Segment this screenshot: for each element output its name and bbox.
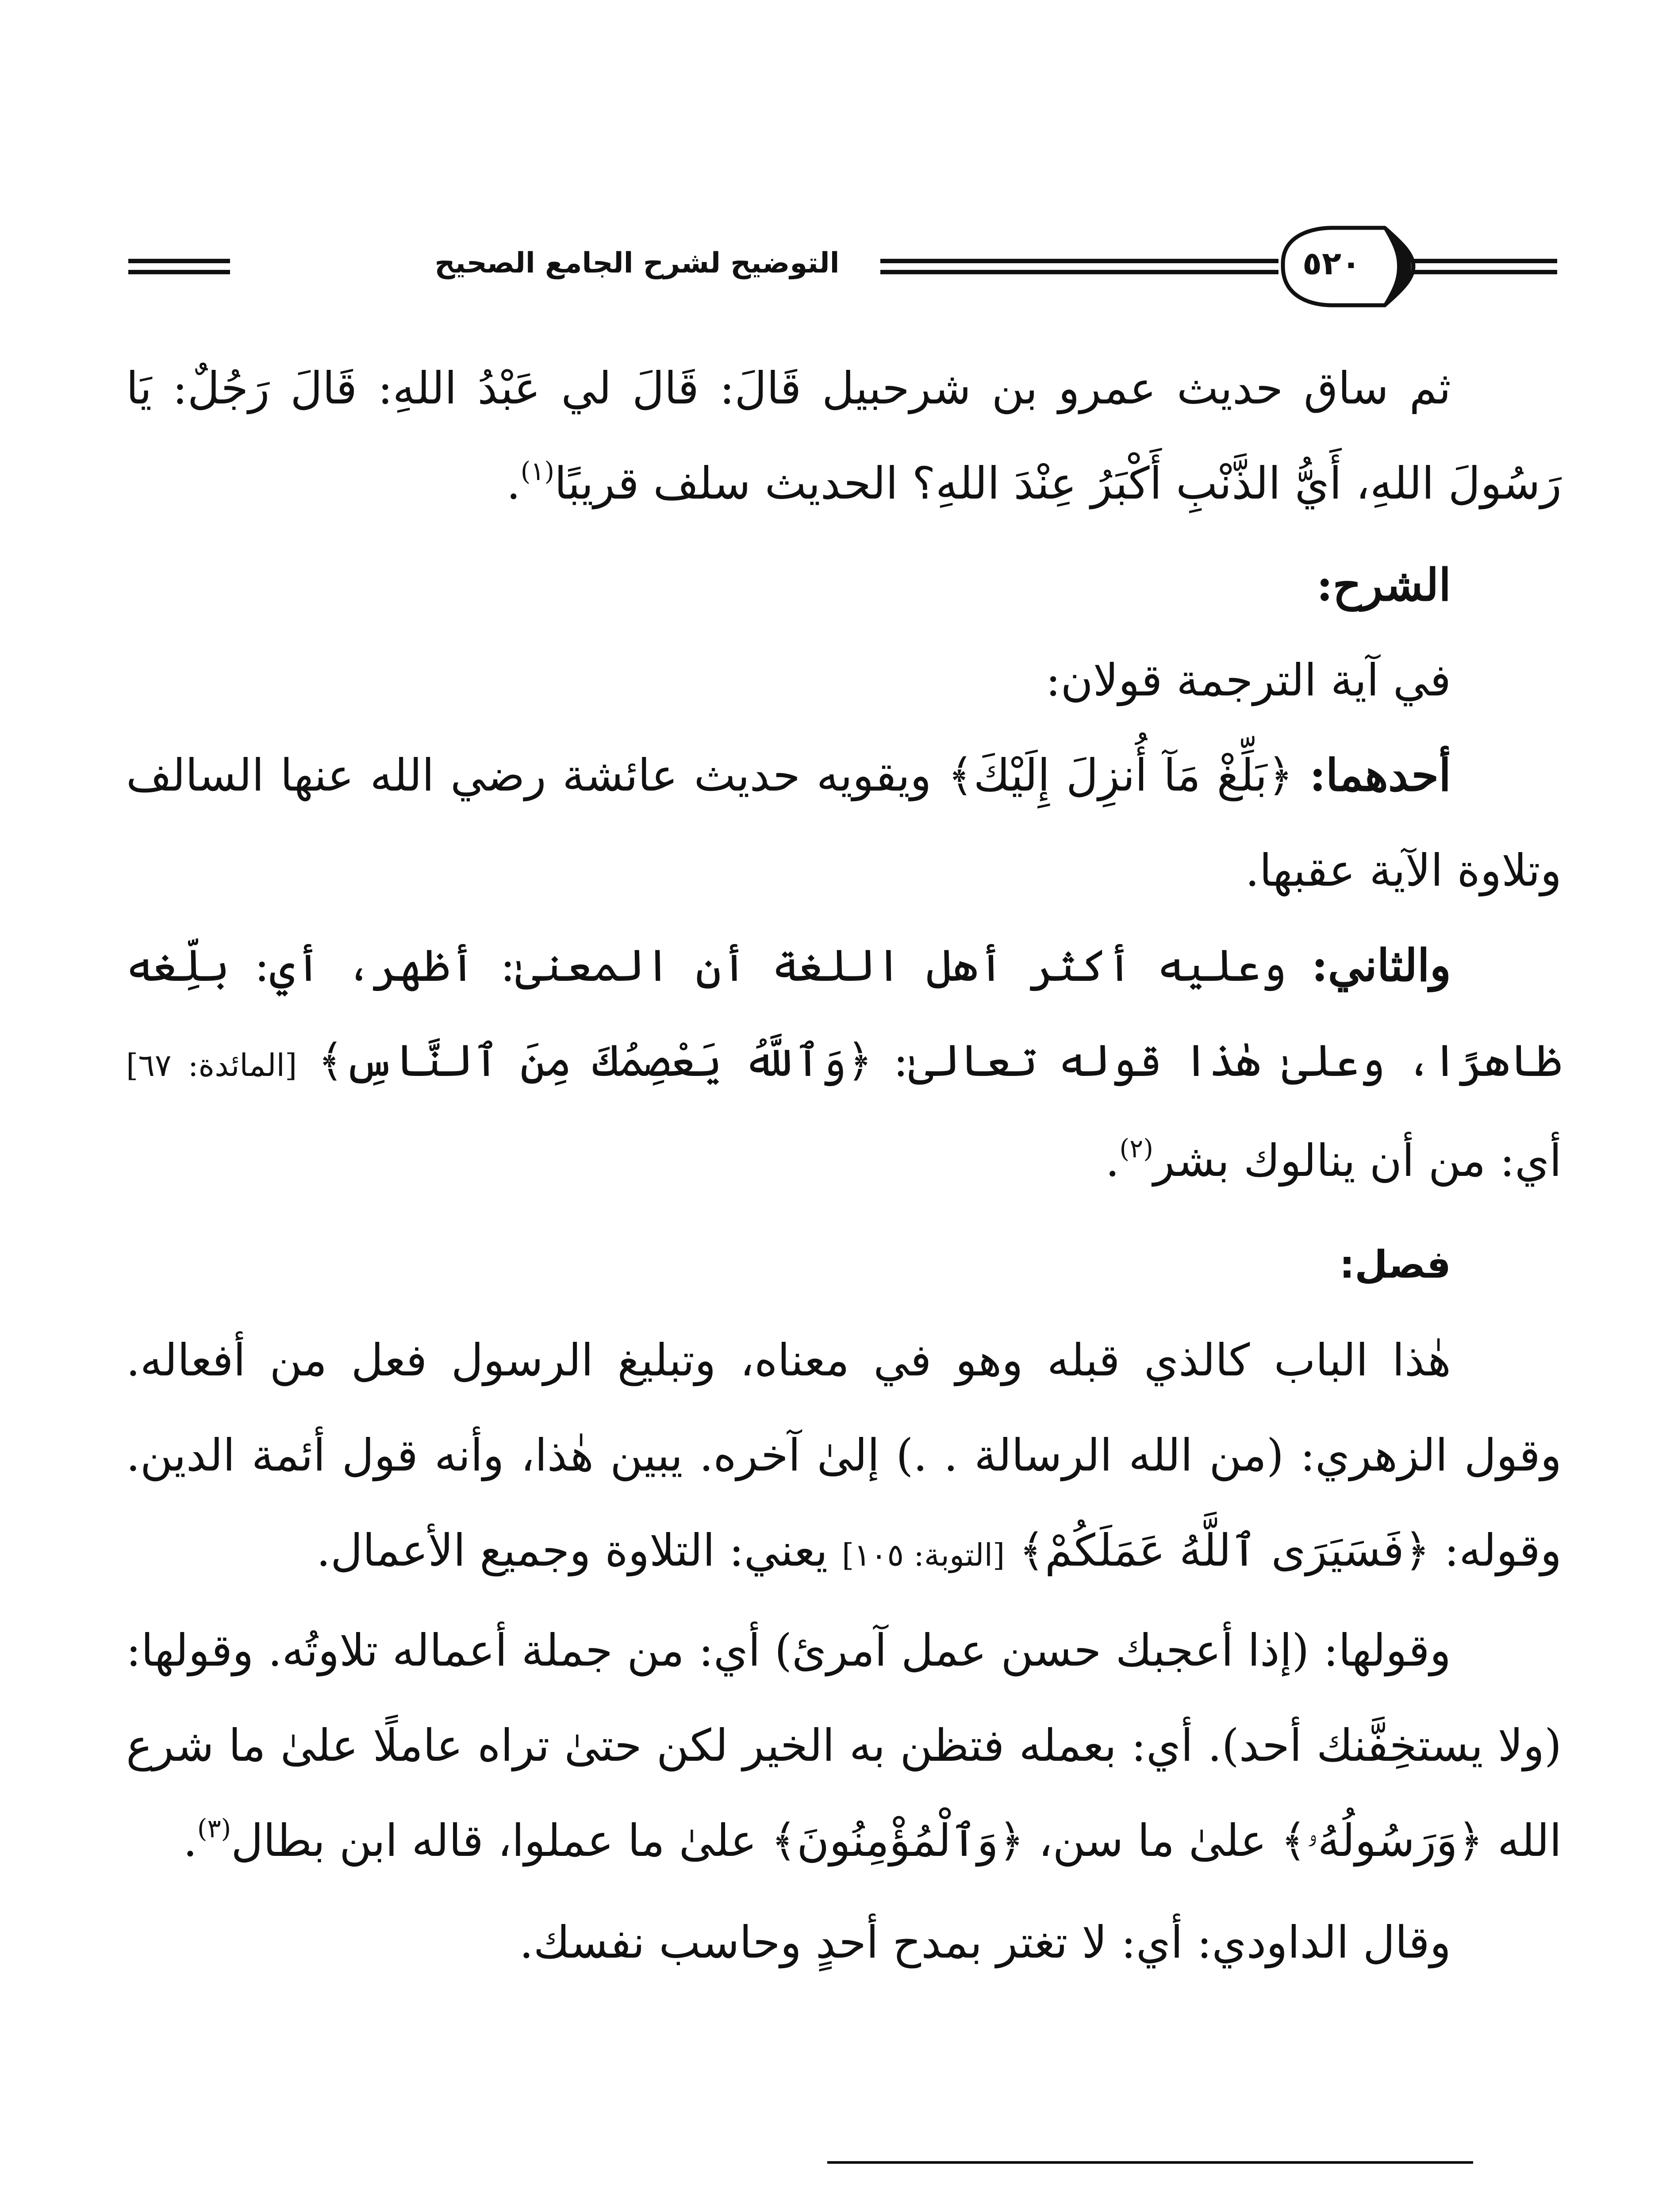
paragraph-5-text: هٰذا الباب كالذي قبله وهو في معناه، وتبليغ الرسول فعل من أفعاله. وقول الزهري: (من الله الرسالة . .) إلىٰ آخره. يبين هٰذا، وأنه قول أئمة الدين. وقوله: [126,1334,1562,1576]
paragraph-1 [126,341,1562,538]
footnote-separator [827,2161,1473,2164]
paragraph-6-end: . [183,1815,197,1866]
paragraph-6-text-3: علىٰ ما عملوا، قاله ابن بطال [231,1815,757,1866]
paragraph-4-label: والثاني: [1311,939,1451,991]
fasl-heading-row [126,1215,1562,1313]
paragraph-1-text: ثم ساق حديث عمرو بن شرحبيل قَالَ: قَالَ لي عَبْدُ اللهِ: قَالَ رَجُلٌ: يَا رَسُولَ اللهِ، أَيُّ الذَّنْبِ أَكْبَرُ عِنْدَ اللهِ؟ الحديث سلف قريبًا [126,362,1562,509]
paragraph-4-text-2: أي: من أن ينالوك بشر [1153,1135,1562,1187]
footnotes [265,2205,1535,2212]
section-heading: الشرح: [1316,559,1451,611]
paragraph-7: وقال الداودي: أي: لا تغتر بمدح أحدٍ وحاسب نفسك. [519,1916,1451,1968]
verse-citation-1: [المائدة: ٦٧] [126,1047,297,1083]
paragraph-3-label: أحدهما: [1309,749,1451,801]
paragraph-4-end: . [1105,1135,1120,1187]
paragraph-4-text: وعليه أكثر أهل اللغة أن المعنىٰ: أظهر، أي: بلِّغه ظاهرًا، وعلىٰ هٰذا قوله تعالىٰ: [126,940,1562,1087]
paragraph-6-text-2: علىٰ ما سن، [1038,1815,1267,1866]
footnote-ref-1[interactable]: (١) [520,456,555,486]
footnote-1-number [1442,2205,1535,2212]
paragraph-6-text: وقولها: (إذا أعجبك حسن عمل آمرئ) أي: من جملة أعماله تلاوتُه. وقولها: (ولا يستخِفَّنك أحد). أي: بعمله فتظن به الخير لكن حتىٰ تراه عاملًا علىٰ ما شرع الله [126,1624,1562,1866]
paragraph-1-end: . [506,457,521,509]
quran-verse-1: ﴿بَلِّغْ مَآ أُنزِلَ إِلَيْكَ﴾ [948,749,1294,801]
quran-word-2: ﴿وَٱلْمُؤْمِنُونَ﴾ [771,1815,1025,1866]
paragraph-4 [126,918,1562,1215]
footnote-ref-3[interactable]: (٣) [197,1813,231,1843]
book-title: التوضيح لشرح الجامع الصحيح [407,239,867,288]
footnote-1 [265,2205,1535,2212]
verse-citation-2: [التوبة: ١٠٥] [842,1537,1005,1573]
quran-word-1: ﴿وَرَسُولُهُۥ﴾ [1280,1815,1484,1866]
paragraph-5-text-2: يعني: التلاوة وجميع الأعمال. [316,1525,828,1576]
quran-verse-3: ﴿فَسَيَرَى ٱللَّهُ عَمَلَكُمْ﴾ [1019,1525,1430,1576]
running-header [128,217,1557,319]
quran-verse-2: ﴿وَٱللَّهُ يَعْصِمُكَ مِنَ ٱلنَّاسِ﴾ [318,1035,873,1087]
paragraph-2: في آية الترجمة قولان: [1045,654,1451,706]
paragraph-3-text: ويقويه حديث عائشة رضي الله عنها السالف وتلاوة الآية عقبها. [126,749,1562,896]
page-number: ٥٢٠ [1302,245,1361,282]
main-text [126,341,1562,1990]
paragraph-3 [126,728,1562,918]
paragraph-5 [126,1313,1562,1603]
footnote-ref-2[interactable]: (٢) [1119,1133,1153,1164]
fasl-heading: فصل: [1339,1243,1451,1287]
paragraph-6 [126,1603,1562,1895]
